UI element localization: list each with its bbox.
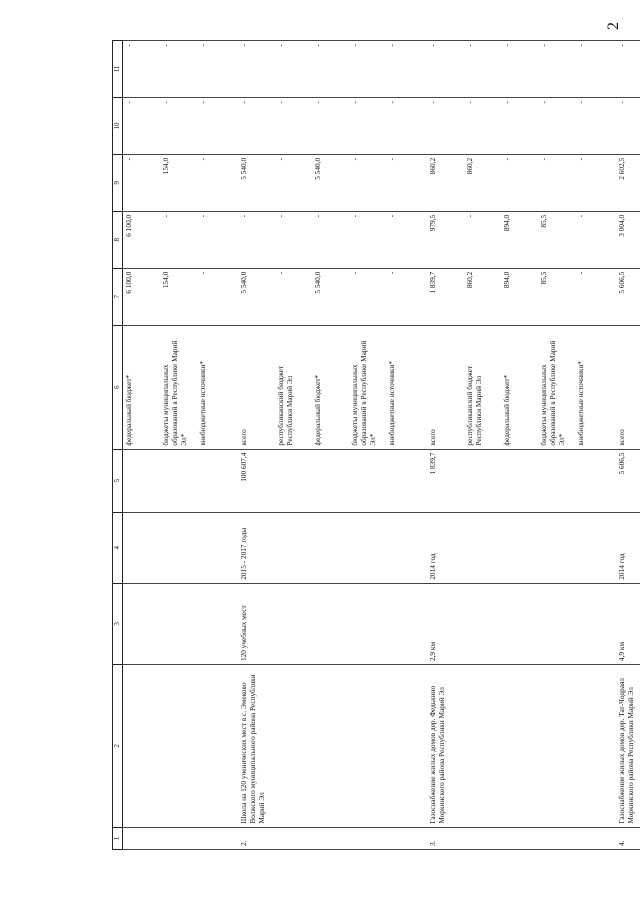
amount-value: 5 540,0 <box>239 271 248 294</box>
amount-value: 85,5 <box>539 214 548 228</box>
amount-value: - <box>124 157 133 161</box>
amount-value: - <box>576 157 585 161</box>
funding-sources <box>123 325 239 449</box>
amount-column-11 <box>238 41 427 98</box>
funding-source-label: республиканский бюджет Республики Марий Эл <box>465 365 483 446</box>
amount-value: 154,0 <box>161 271 170 289</box>
amount-column-11 <box>427 41 616 98</box>
amount-value: 154,0 <box>161 157 170 175</box>
amount-value: - <box>387 44 396 47</box>
amount-value: - <box>576 271 585 275</box>
column-header-3: 3 <box>113 583 123 664</box>
page-number: 2 <box>605 22 622 30</box>
column-header-7: 7 <box>113 268 123 325</box>
amount-value: - <box>387 214 396 218</box>
amount-value: - <box>198 214 207 218</box>
amount-value: - <box>198 271 207 275</box>
column-header-10: 10 <box>113 98 123 155</box>
amount-value: - <box>239 44 248 47</box>
amount-value: - <box>502 157 511 161</box>
project-total: 5 606,5 <box>616 449 640 512</box>
amount-value: - <box>124 44 133 47</box>
amount-column-9 <box>238 154 427 211</box>
amount-column-10 <box>427 98 616 155</box>
funding-source-label: внебюджетные источники* <box>387 360 396 446</box>
funding-source-label: бюджеты муниципальных образований в Республике Марий Эл* <box>350 340 377 446</box>
amount-value: - <box>313 44 322 47</box>
funding-source-label: бюджеты муниципальных образований в Республике Марий Эл* <box>161 340 188 446</box>
amount-column-7 <box>238 268 427 325</box>
amount-value: 6 100,0 <box>124 214 133 237</box>
column-header-4: 4 <box>113 512 123 583</box>
amount-value: - <box>539 157 548 161</box>
amount-value: - <box>198 157 207 161</box>
project-period: 2014 год <box>616 512 640 583</box>
amount-value: - <box>502 44 511 47</box>
amount-value: - <box>465 101 474 104</box>
funding-source-label: федеральный бюджет* <box>313 374 322 446</box>
project-name <box>123 665 239 828</box>
amount-column-7 <box>123 268 239 325</box>
funding-source-label: всего <box>239 429 248 446</box>
row-number: 2. <box>238 827 427 849</box>
amount-column-8 <box>238 211 427 268</box>
amount-column-9 <box>616 154 640 211</box>
row-number: 3. <box>427 827 616 849</box>
amount-value: - <box>350 157 359 161</box>
amount-column-8 <box>616 211 640 268</box>
amount-value: - <box>428 44 437 47</box>
funding-source-label: бюджеты муниципальных образований в Республике Марий Эл* <box>539 340 566 446</box>
amount-column-8 <box>123 211 239 268</box>
table-row <box>123 41 239 850</box>
amount-value: - <box>161 44 170 47</box>
amount-value: - <box>276 271 285 275</box>
column-header-2: 2 <box>113 665 123 828</box>
amount-value: 979,5 <box>428 214 437 232</box>
column-header-8: 8 <box>113 211 123 268</box>
amount-value: - <box>502 101 511 104</box>
amount-value: - <box>276 44 285 47</box>
amount-column-11 <box>616 41 640 98</box>
project-capacity: 2,9 км <box>427 583 616 664</box>
amount-value: - <box>239 101 248 104</box>
amount-value: - <box>239 214 248 218</box>
funding-sources <box>238 325 427 449</box>
amount-value: - <box>576 214 585 218</box>
amount-value: - <box>387 271 396 275</box>
column-header-1: 1 <box>113 827 123 849</box>
funding-sources <box>427 325 616 449</box>
amount-value: - <box>198 44 207 47</box>
amount-value: - <box>465 214 474 218</box>
project-total: 100 607,4 <box>238 449 427 512</box>
amount-value: - <box>539 101 548 104</box>
amount-value: - <box>576 101 585 104</box>
amount-value: - <box>350 44 359 47</box>
amount-value: - <box>350 101 359 104</box>
amount-value: - <box>539 44 548 47</box>
row-number: 4. <box>616 827 640 849</box>
amount-column-8 <box>427 211 616 268</box>
project-period: 2014 год <box>427 512 616 583</box>
row-number <box>123 827 239 849</box>
amount-value: - <box>276 214 285 218</box>
project-total <box>123 449 239 512</box>
amount-value: - <box>124 101 133 104</box>
amount-value: 894,0 <box>502 214 511 232</box>
funding-source-label: внебюджетные источники* <box>198 360 207 446</box>
table-row <box>616 41 640 850</box>
funding-source-label: внебюджетные источники* <box>576 360 585 446</box>
amount-column-7 <box>616 268 640 325</box>
table-row <box>238 41 427 850</box>
amount-value: - <box>198 101 207 104</box>
amount-value: 860,2 <box>465 157 474 175</box>
amount-value: - <box>387 157 396 161</box>
column-header-11: 11 <box>113 41 123 98</box>
amount-value: - <box>161 214 170 218</box>
project-period <box>123 512 239 583</box>
amount-column-9 <box>123 154 239 211</box>
budget-table <box>112 40 640 850</box>
project-name: Газоснабжение жилых домов дер. Федькино Моркинского района Республики Марий Эл <box>427 665 616 828</box>
amount-column-10 <box>123 98 239 155</box>
amount-column-10 <box>616 98 640 155</box>
funding-source-label: всего <box>617 429 626 446</box>
amount-value: - <box>350 271 359 275</box>
amount-value: - <box>617 101 626 104</box>
project-capacity: 120 учебных мест <box>238 583 427 664</box>
project-period: 2015 - 2017 годы <box>238 512 427 583</box>
amount-value: - <box>313 214 322 218</box>
table-body <box>123 41 640 850</box>
amount-value: - <box>350 214 359 218</box>
amount-value: - <box>465 44 474 47</box>
amount-value: 6 100,0 <box>124 271 133 294</box>
column-header-6: 6 <box>113 325 123 449</box>
amount-value: 894,0 <box>502 271 511 289</box>
amount-value: 5 540,0 <box>313 157 322 180</box>
amount-value: - <box>617 44 626 47</box>
amount-column-7 <box>427 268 616 325</box>
table-row <box>427 41 616 850</box>
funding-sources <box>616 325 640 449</box>
funding-source-label: федеральный бюджет* <box>124 374 133 446</box>
amount-column-11 <box>123 41 239 98</box>
amount-value: 5 606,5 <box>617 271 626 294</box>
amount-value: - <box>161 101 170 104</box>
amount-value: 860,2 <box>428 157 437 175</box>
amount-value: 1 839,7 <box>428 271 437 294</box>
rotated-table-container <box>112 40 635 850</box>
header-row <box>113 41 123 850</box>
project-name: Школа на 120 ученических мест в с. Эмеково Волжского муниципального района Республики Марий Эл <box>238 665 427 828</box>
project-capacity: 4,9 км <box>616 583 640 664</box>
amount-value: - <box>276 157 285 161</box>
project-capacity <box>123 583 239 664</box>
amount-value: 85,5 <box>539 271 548 285</box>
project-total: 1 839,7 <box>427 449 616 512</box>
project-name: Газоснабжение жилых домов дер. Тат-Чодраял Моркинского района Республики Марий Эл <box>616 665 640 828</box>
amount-value: - <box>576 44 585 47</box>
funding-source-label: всего <box>428 429 437 446</box>
amount-value: - <box>276 101 285 104</box>
column-header-5: 5 <box>113 449 123 512</box>
amount-value: - <box>387 101 396 104</box>
amount-value: 3 004,0 <box>617 214 626 237</box>
amount-value: - <box>313 101 322 104</box>
amount-column-9 <box>427 154 616 211</box>
amount-value: - <box>428 101 437 104</box>
amount-value: 2 602,5 <box>617 157 626 180</box>
funding-source-label: федеральный бюджет* <box>502 374 511 446</box>
amount-value: 5 540,0 <box>239 157 248 180</box>
amount-column-10 <box>238 98 427 155</box>
amount-value: 5 540,0 <box>313 271 322 294</box>
funding-source-label: республиканский бюджет Республики Марий Эл <box>276 365 294 446</box>
amount-value: 860,2 <box>465 271 474 289</box>
column-header-9: 9 <box>113 154 123 211</box>
